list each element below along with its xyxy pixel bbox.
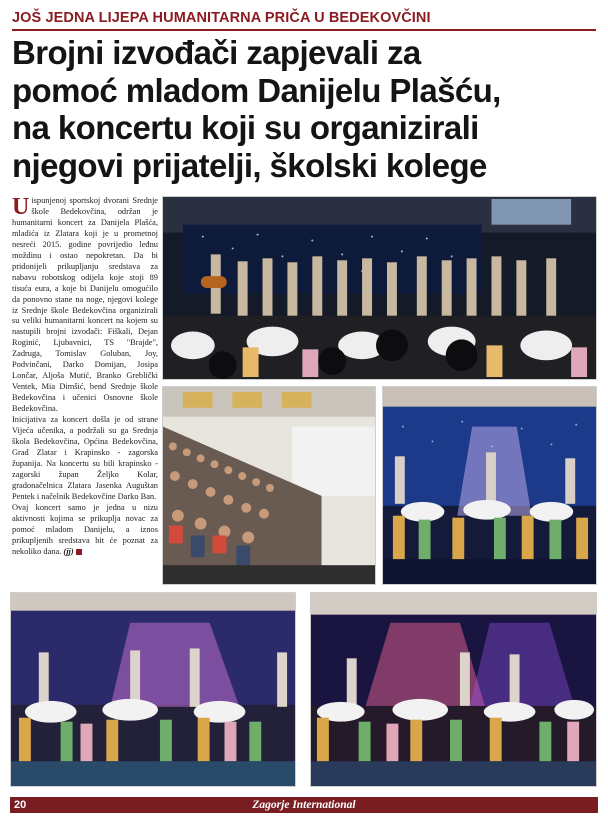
page-number: 20: [14, 799, 27, 811]
article-paragraph-1: [12, 196, 158, 415]
end-mark: [76, 549, 82, 555]
photo-band-blue-stage: [382, 386, 597, 585]
headline-line-3: na koncertu koji su organizirali: [12, 109, 479, 146]
article-body: [12, 196, 158, 557]
publication-name: Zagorje International: [252, 799, 356, 811]
article-paragraph-3-text: Ovaj koncert samo je jedna u nizu aktivnosti kojima se prikuplja novac za pomoć mladom Danijelu, a iznos prikupljenih sredstava bit će poznat za nekoliko dana.: [12, 502, 158, 556]
kicker-rule: [12, 29, 596, 31]
author-signature: (jj): [63, 546, 74, 556]
article-paragraph-1-text: ispunjenoj sportskoj dvorani Srednje škole Bedekovčina, održan je humanitarni koncert za Danijela Plašća, mladića iz Zlatara koji je u prometnoj nesreći 2015. godine povrijedio leđnu moždinu i ostao nepokretan. Da bi pridonijeli prikupljanju sredstava za nabavu robotskog odijela koje stoji 89 tisuća eura, a koje bi Danijelu omogućilo da ponovno stane na noge, njegovi kolege iz Srednje škole Bedekovčina organizirali su veliki humanitarni koncert na kojem su nastupili brojni izvođači: Fiškali, Dejan Roginić, Ljubavnici, TS "Brajde", Zadruga, Tomislav Goluban, Joy, Podvinčani, Darko Domijan, Josipa Lončar, Aljoša Mutić, Branko Greblički Ventek, Mia Dimšić, bend Srednje škole Bedekovčina i učenici Osnovne škole Bedekovčina.: [12, 196, 158, 414]
headline: [12, 34, 600, 184]
section-kicker: JOŠ JEDNA LIJEPA HUMANITARNA PRIČA U BEDEKOVČINI: [12, 10, 431, 26]
photo-singers-red-stage: [310, 592, 597, 787]
article-paragraph-2: Inicijativa za koncert došla je od strane Vijeća učenika, a podržali su ga Srednja škola Bedekovčina, Općina Bedekovčina, Grad Zlatar i Krapinsko - zagorska županija. Na koncertu su bili krapinsko - zagorski župan Željko Kolar, gradonačelnica Zlatara Jasenka Auguštan Pentek i načelnik Bedekovčine Darko Ban.: [12, 415, 158, 501]
article-paragraph-3: [12, 503, 158, 558]
headline-line-2: pomoć mladom Danijelu Plašću,: [12, 71, 501, 109]
headline-line-4: njegovi prijatelji, školski kolege: [12, 146, 487, 184]
dropcap: U: [12, 194, 30, 220]
photo-stage-ensemble: [162, 196, 597, 380]
photo-audience: [162, 386, 376, 585]
headline-line-1: Brojni izvođači zapjevali za: [12, 34, 421, 71]
photo-band-purple-stage: [10, 592, 296, 787]
